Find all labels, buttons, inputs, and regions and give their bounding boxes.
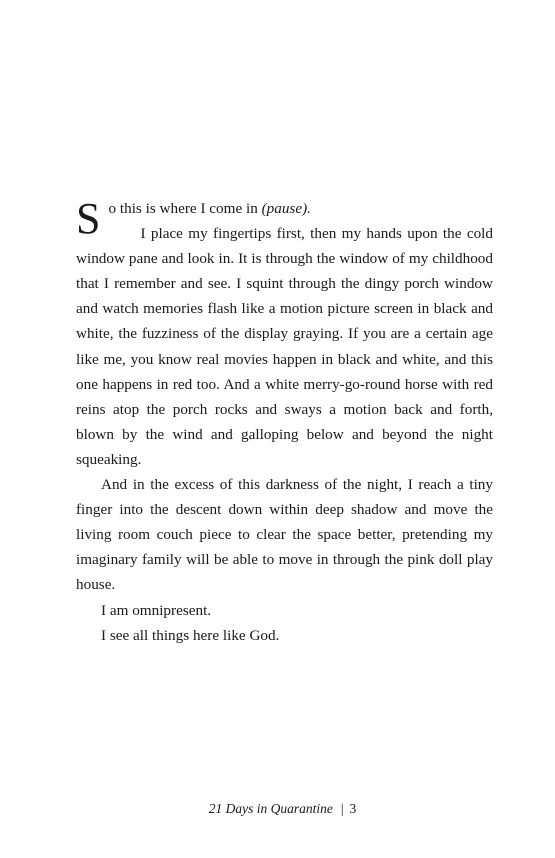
- main-text: [76, 196, 493, 648]
- paragraph-1: I place my fingertips first, then my hands upon the cold window pane and look in. It is through the window of my childhood that I remember and see. I squint through the dingy porch window and watch memories flash like a motion picture screen in black and white, the fuzziness of the display graying. If you are a certain age like me, you know real movies happen in black and white, and this one happens in red too. And a white merry-go-round horse with red reins atop the porch rocks and sways a motion back and forth, blown by the wind and galloping below and beyond the night squeaking.: [76, 225, 493, 468]
- opening-line: [76, 196, 493, 221]
- opening-line-text: o this is where I come in: [108, 200, 262, 217]
- page-footer: [0, 799, 555, 819]
- drop-cap: S: [76, 194, 101, 243]
- opening-line-italic: (pause).: [261, 200, 311, 217]
- paragraph-2: And in the excess of this darkness of the night, I reach a tiny finger into the descent down within deep shadow and move the living room couch piece to clear the space better, pretending my imaginary family will be able to move in through the pink doll play house.: [76, 476, 493, 594]
- footer-separator: |: [340, 801, 344, 816]
- page-number: 3: [349, 801, 357, 816]
- paragraph-3: I am omnipresent.: [101, 601, 212, 619]
- paragraph-4: I see all things here like God.: [101, 626, 280, 644]
- book-title: 21 Days in Quarantine: [208, 801, 333, 816]
- opening-paragraph: [76, 196, 493, 472]
